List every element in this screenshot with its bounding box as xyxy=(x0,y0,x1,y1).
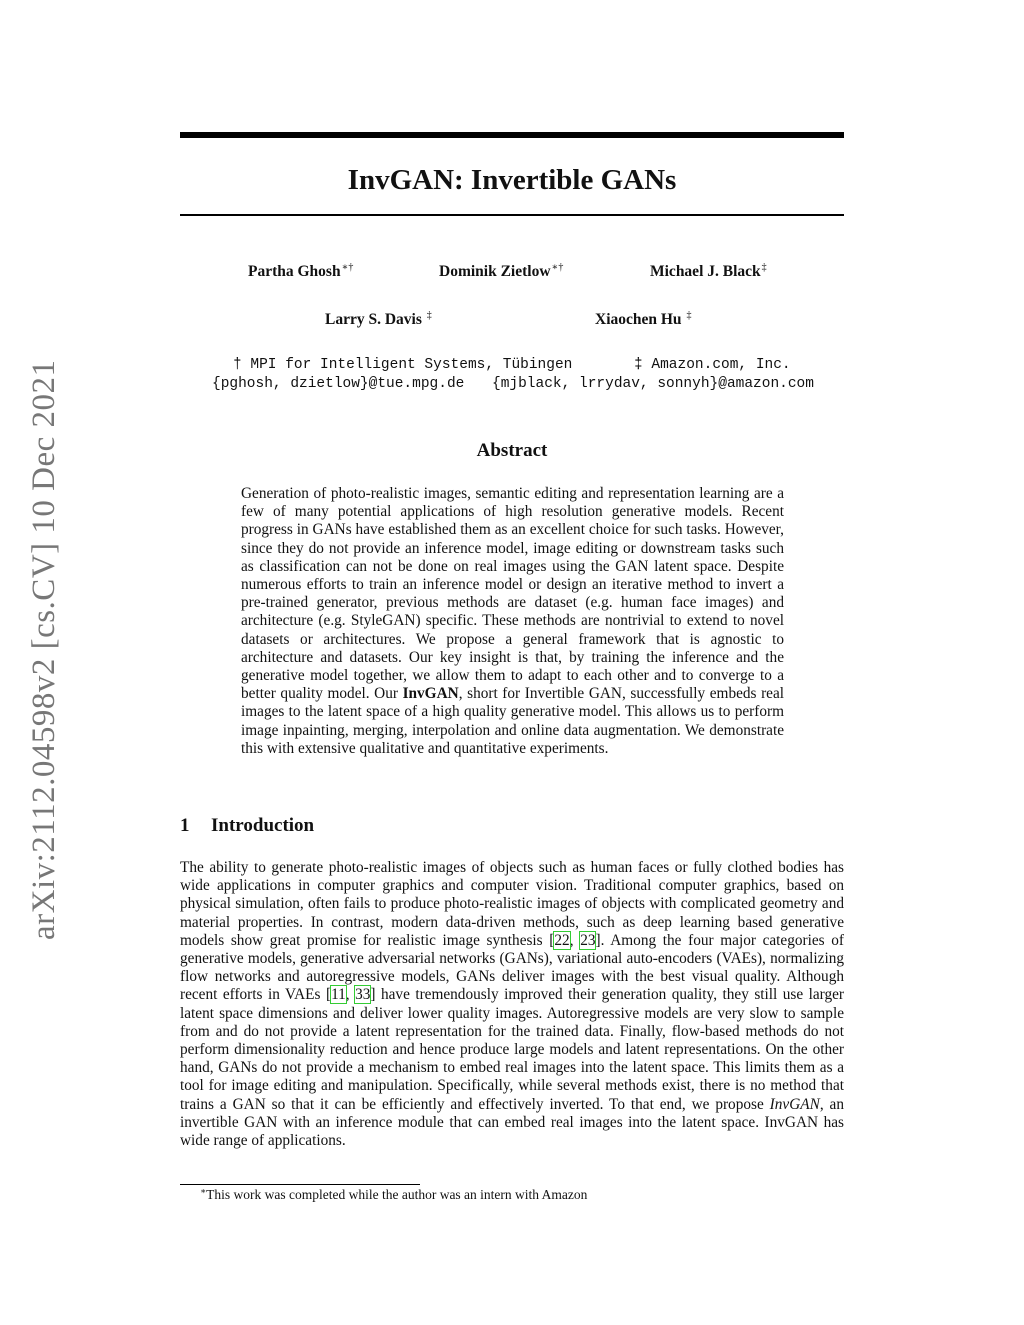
title-top-rule xyxy=(180,132,844,138)
abstract-heading: Abstract xyxy=(476,440,548,461)
author-mark: ∗† xyxy=(341,262,354,273)
author-5 xyxy=(595,310,691,329)
author-name: Xiaochen Hu xyxy=(595,311,682,328)
author-3 xyxy=(650,262,767,281)
author-2 xyxy=(439,262,563,281)
citation-link-23[interactable]: 23 xyxy=(580,931,596,949)
citation-group-2 xyxy=(326,986,376,1003)
email-mpi[interactable]: {pghosh, dzietlow}@tue.mpg.de xyxy=(212,376,465,392)
affiliation-mpi: † MPI for Intelligent Systems, Tübingen xyxy=(233,357,573,373)
citation-bracket: ] xyxy=(595,931,601,949)
author-1 xyxy=(248,262,353,281)
intro-text-part4: , an invertible GAN with an inference module that can embed real images into the latent space. InvGAN has wide range of applications. xyxy=(180,1095,844,1150)
author-mark: ‡ xyxy=(426,310,432,321)
author-mark: ‡ xyxy=(686,310,692,321)
section-title: Introduction xyxy=(211,815,315,836)
footnote-text: This work was completed while the author was an intern with Amazon xyxy=(206,1187,588,1202)
author-4 xyxy=(325,310,432,329)
author-mark: ‡ xyxy=(761,262,767,273)
title-bottom-rule xyxy=(180,214,844,216)
citation-bracket: ] xyxy=(370,986,376,1004)
footnote xyxy=(200,1186,587,1203)
affiliation-amazon: ‡ Amazon.com, Inc. xyxy=(634,357,791,373)
author-name: Larry S. Davis xyxy=(325,311,422,328)
footnote-mark: ∗ xyxy=(200,1186,207,1196)
intro-text-part2: . Among the four major categories of generative models, generative adversarial networks (GANs), variational auto-encoders (VAEs), normalizing flow networks and autoregressive models, GANs deliver images with the best visual quality. Although recent efforts in VAEs xyxy=(180,931,844,1004)
citation-link-11[interactable]: 11 xyxy=(331,986,346,1004)
citation-bracket: [ xyxy=(325,986,332,1004)
citation-separator: , xyxy=(345,986,356,1004)
abstract-method-name: InvGAN xyxy=(402,685,459,703)
intro-text-part1: The ability to generate photo-realistic images of objects such as human faces or fully clothed bodies has wide applications in computer graphics and computer vision. Traditional computer graphics, based on physical simulation, often fails to produce photo-realistic images of objects with complicated geometry and material properties. In contrast, modern data-driven methods, such as deep learning based generative models show great promise for realistic image synthesis xyxy=(180,859,844,949)
abstract-text-part1: Generation of photo-realistic images, semantic editing and representation learning are a few of many potential applications of high resolution generative models. Recent progress in GANs have established them as an excellent choice for such tasks. However, since they do not provide an inference model, image editing or downstream tasks such as classification can not be done on real images using the GAN latent space. Despite numerous efforts to train an inference model or design an iterative method to invert a pre-trained generator, previous methods are dataset (e.g. human face images) and architecture (e.g. StyleGAN) specific. These methods are nontrivial to extend to novel datasets or architectures. We propose a general framework that is agnostic to architecture and datasets. Our key insight is that, by training the inference and the generative model together, we allow them to adapt to each other and to converge to a better quality model. Our xyxy=(241,485,784,703)
author-name: Dominik Zietlow xyxy=(439,263,551,280)
author-mark: ∗† xyxy=(551,262,564,273)
intro-method-name: InvGAN xyxy=(769,1095,820,1113)
intro-text-part3: have tremendously improved their generation quality, they still use larger latent space dimensions and deliver lower quality images. Autoregressive models are very slow to sample from and do not provide a latent representation for the trained data. Finally, flow-based methods do not perform dimensionality reduction and hence produce large models and latent representations. On the other hand, GANs do not provide a mechanism to embed real images into the latent space. This limits them as a tool for image editing and manipulation. Specifically, while several methods exist, there is no method that trains a GAN so that it can be efficiently and effectively inverted. To that end, we propose xyxy=(180,986,844,1113)
abstract-text-part2: , short for Invertible GAN, successfully embeds real images to the latent space of a high quality generative model. This allows us to perform image inpainting, merging, interpolation and online data augmentation. We demonstrate this with extensive qualitative and quantitative experiments. xyxy=(241,685,785,757)
arxiv-identifier[interactable]: arXiv:2112.04598v2 [cs.CV] 10 Dec 2021 xyxy=(26,359,62,940)
abstract-text xyxy=(241,485,784,758)
paper-title: InvGAN: Invertible GANs xyxy=(347,164,677,196)
footnote-rule xyxy=(180,1184,420,1185)
introduction-paragraph xyxy=(180,859,844,1150)
citation-bracket: [ xyxy=(549,931,555,949)
section-number: 1 xyxy=(180,815,190,836)
citation-link-33[interactable]: 33 xyxy=(355,986,371,1004)
author-name: Partha Ghosh xyxy=(248,263,341,280)
email-amazon[interactable]: {mjblack, lrrydav, sonnyh}@amazon.com xyxy=(492,376,814,392)
author-name: Michael J. Black xyxy=(650,263,761,280)
citation-group-1 xyxy=(549,932,600,949)
citation-link-22[interactable]: 22 xyxy=(554,931,570,949)
section-heading-introduction xyxy=(180,815,314,837)
citation-separator: , xyxy=(569,931,581,949)
